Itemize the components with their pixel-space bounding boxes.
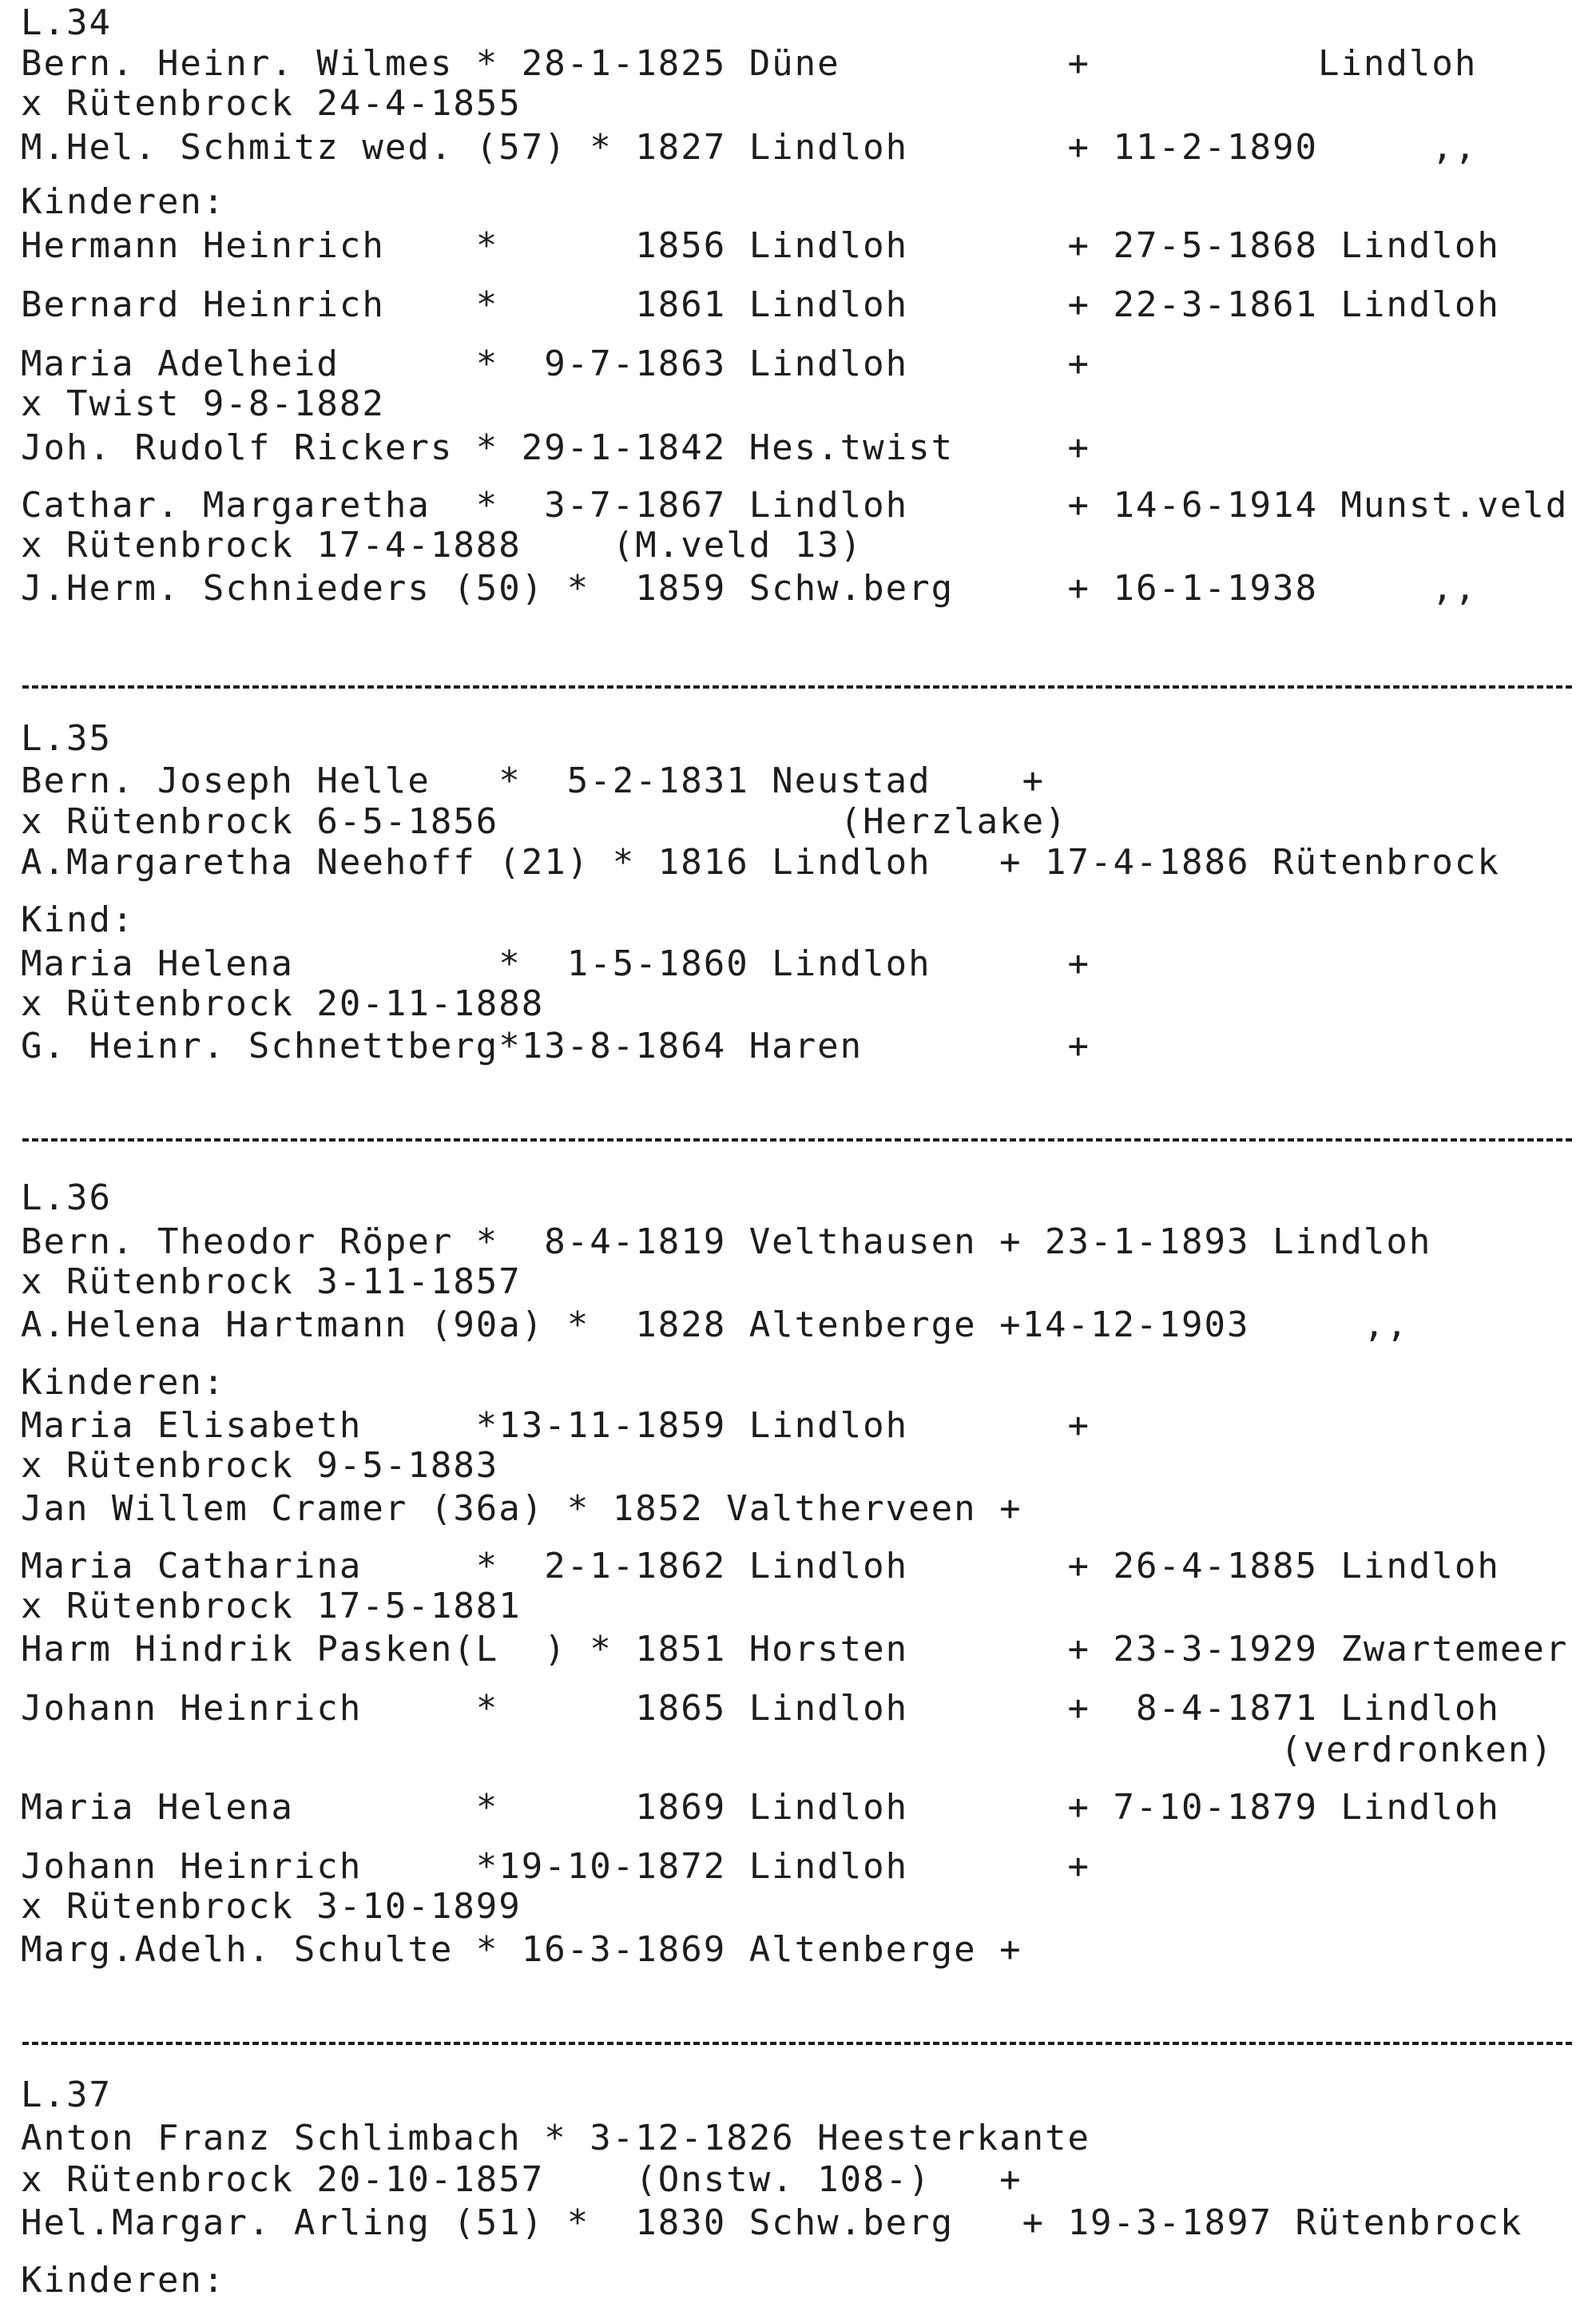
text-line-26-kinderen: Kinderen: <box>21 1362 226 1403</box>
text-line-11-cathar-margaretha-3-7-1867-lindloh-14-6-: Cathar. Margaretha * 3-7-1867 Lindloh + 14-6-1914 Munst.veld <box>21 485 1569 526</box>
text-line-36-johann-heinrich-19-10-1872-lindloh: Johann Heinrich *19-10-1872 Lindloh + <box>21 1846 1091 1887</box>
text-line-31-x-r-tenbrock-17-5-1881: x Rütenbrock 17-5-1881 <box>21 1586 522 1626</box>
text-line-43-kinderen: Kinderen: <box>21 2260 226 2301</box>
text-line-23-bern-theodor-r-per-8-4-1819-velthausen-2: Bern. Theodor Röper * 8-4-1819 Velthausen + 23-1-1893 Lindloh <box>21 1221 1432 1262</box>
text-line-25-a-helena-hartmann-90a-1828-altenberge-14: A.Helena Hartmann (90a) * 1828 Altenberge +14-12-1903 ,, <box>21 1304 1409 1345</box>
text-line-8-maria-adelheid-9-7-1863-lindloh: Maria Adelheid * 9-7-1863 Lindloh + <box>21 343 1091 384</box>
text-line-16-x-r-tenbrock-6-5-1856-herzlake: x Rütenbrock 6-5-1856 (Herzlake) <box>21 801 1068 842</box>
text-line-6-hermann-heinrich-1856-lindloh-27-5-1868-: Hermann Heinrich * 1856 Lindloh + 27-5-1868 Lindloh <box>21 225 1500 266</box>
text-line-15-bern-joseph-helle-5-2-1831-neustad: Bern. Joseph Helle * 5-2-1831 Neustad + <box>21 760 1046 801</box>
text-line-14-l-35: L.35 <box>21 718 112 759</box>
text-line-18-kind: Kind: <box>21 899 135 940</box>
text-line-33-johann-heinrich-1865-lindloh-8-4-1871-li: Johann Heinrich * 1865 Lindloh + 8-4-1871 Lindloh <box>21 1688 1500 1729</box>
text-line-13-j-herm-schnieders-50-1859-schw-berg-16-1: J.Herm. Schnieders (50) * 1859 Schw.berg + 16-1-1938 ,, <box>21 568 1478 609</box>
text-line-10-joh-rudolf-rickers-29-1-1842-hes-twist: Joh. Rudolf Rickers * 29-1-1842 Hes.twist + <box>21 427 1091 468</box>
text-line-22-l-36: L.36 <box>21 1177 112 1218</box>
text-line-12-x-r-tenbrock-17-4-1888-m-veld-13: x Rütenbrock 17-4-1888 (M.veld 13) <box>21 525 864 566</box>
text-line-7-bernard-heinrich-1861-lindloh-22-3-1861-: Bernard Heinrich * 1861 Lindloh + 22-3-1861 Lindloh <box>21 284 1500 325</box>
text-line-32-harm-hindrik-pasken-l-1851-horsten-23-3-: Harm Hindrik Pasken(L ) * 1851 Horsten + 23-3-1929 Zwartemeer <box>21 1629 1569 1670</box>
text-line-1-l-34: L.34 <box>21 2 112 43</box>
text-line-29-jan-willem-cramer-36a-1852-valtherveen: Jan Willem Cramer (36a) * 1852 Valtherveen + <box>21 1488 1022 1529</box>
text-line-38-marg-adelh-schulte-16-3-1869-altenberge: Marg.Adelh. Schulte * 16-3-1869 Altenberge + <box>21 1929 1022 1970</box>
text-line-37-x-r-tenbrock-3-10-1899: x Rütenbrock 3-10-1899 <box>21 1886 522 1927</box>
text-line-5-kinderen: Kinderen: <box>21 181 226 222</box>
text-line-2-bern-heinr-wilmes-28-1-1825-d-ne-lindloh: Bern. Heinr. Wilmes * 28-1-1825 Düne + Lindloh <box>21 43 1478 84</box>
text-line-40-anton-franz-schlimbach-3-12-1826-heester: Anton Franz Schlimbach * 3-12-1826 Heesterkante <box>21 2118 1091 2158</box>
text-line-19-maria-helena-1-5-1860-lindloh: Maria Helena * 1-5-1860 Lindloh + <box>21 943 1091 984</box>
text-line-4-m-hel-schmitz-wed-57-1827-lindloh-11-2-1: M.Hel. Schmitz wed. (57) * 1827 Lindloh + 11-2-1890 ,, <box>21 127 1478 168</box>
text-line-34-verdronken: (verdronken) <box>1280 1729 1554 1770</box>
text-line-17-a-margaretha-neehoff-21-1816-lindloh-17-: A.Margaretha Neehoff (21) * 1816 Lindloh + 17-4-1886 Rütenbrock <box>21 842 1500 883</box>
text-line-20-x-r-tenbrock-20-11-1888: x Rütenbrock 20-11-1888 <box>21 983 545 1024</box>
text-line-42-hel-margar-arling-51-1830-schw-berg-19-3: Hel.Margar. Arling (51) * 1830 Schw.berg + 19-3-1897 Rütenbrock <box>21 2202 1523 2243</box>
text-line-39-l-37: L.37 <box>21 2075 112 2115</box>
text-line-30-maria-catharina-2-1-1862-lindloh-26-4-18: Maria Catharina * 2-1-1862 Lindloh + 26-4-1885 Lindloh <box>21 1546 1500 1586</box>
text-line-28-x-r-tenbrock-9-5-1883: x Rütenbrock 9-5-1883 <box>21 1445 499 1486</box>
section-divider-3 <box>22 2042 1572 2045</box>
text-line-3-x-r-tenbrock-24-4-1855: x Rütenbrock 24-4-1855 <box>21 83 522 124</box>
text-line-21-g-heinr-schnettberg-13-8-1864-haren: G. Heinr. Schnettberg*13-8-1864 Haren + <box>21 1026 1091 1066</box>
text-line-27-maria-elisabeth-13-11-1859-lindloh: Maria Elisabeth *13-11-1859 Lindloh + <box>21 1405 1091 1446</box>
text-line-9-x-twist-9-8-1882: x Twist 9-8-1882 <box>21 383 385 424</box>
text-line-24-x-r-tenbrock-3-11-1857: x Rütenbrock 3-11-1857 <box>21 1261 522 1302</box>
section-divider-1 <box>22 685 1572 689</box>
text-line-41-x-r-tenbrock-20-10-1857-onstw-108: x Rütenbrock 20-10-1857 (Onstw. 108-) + <box>21 2159 1022 2200</box>
text-line-35-maria-helena-1869-lindloh-7-10-1879-lind: Maria Helena * 1869 Lindloh + 7-10-1879 Lindloh <box>21 1787 1500 1828</box>
section-divider-2 <box>22 1138 1572 1142</box>
